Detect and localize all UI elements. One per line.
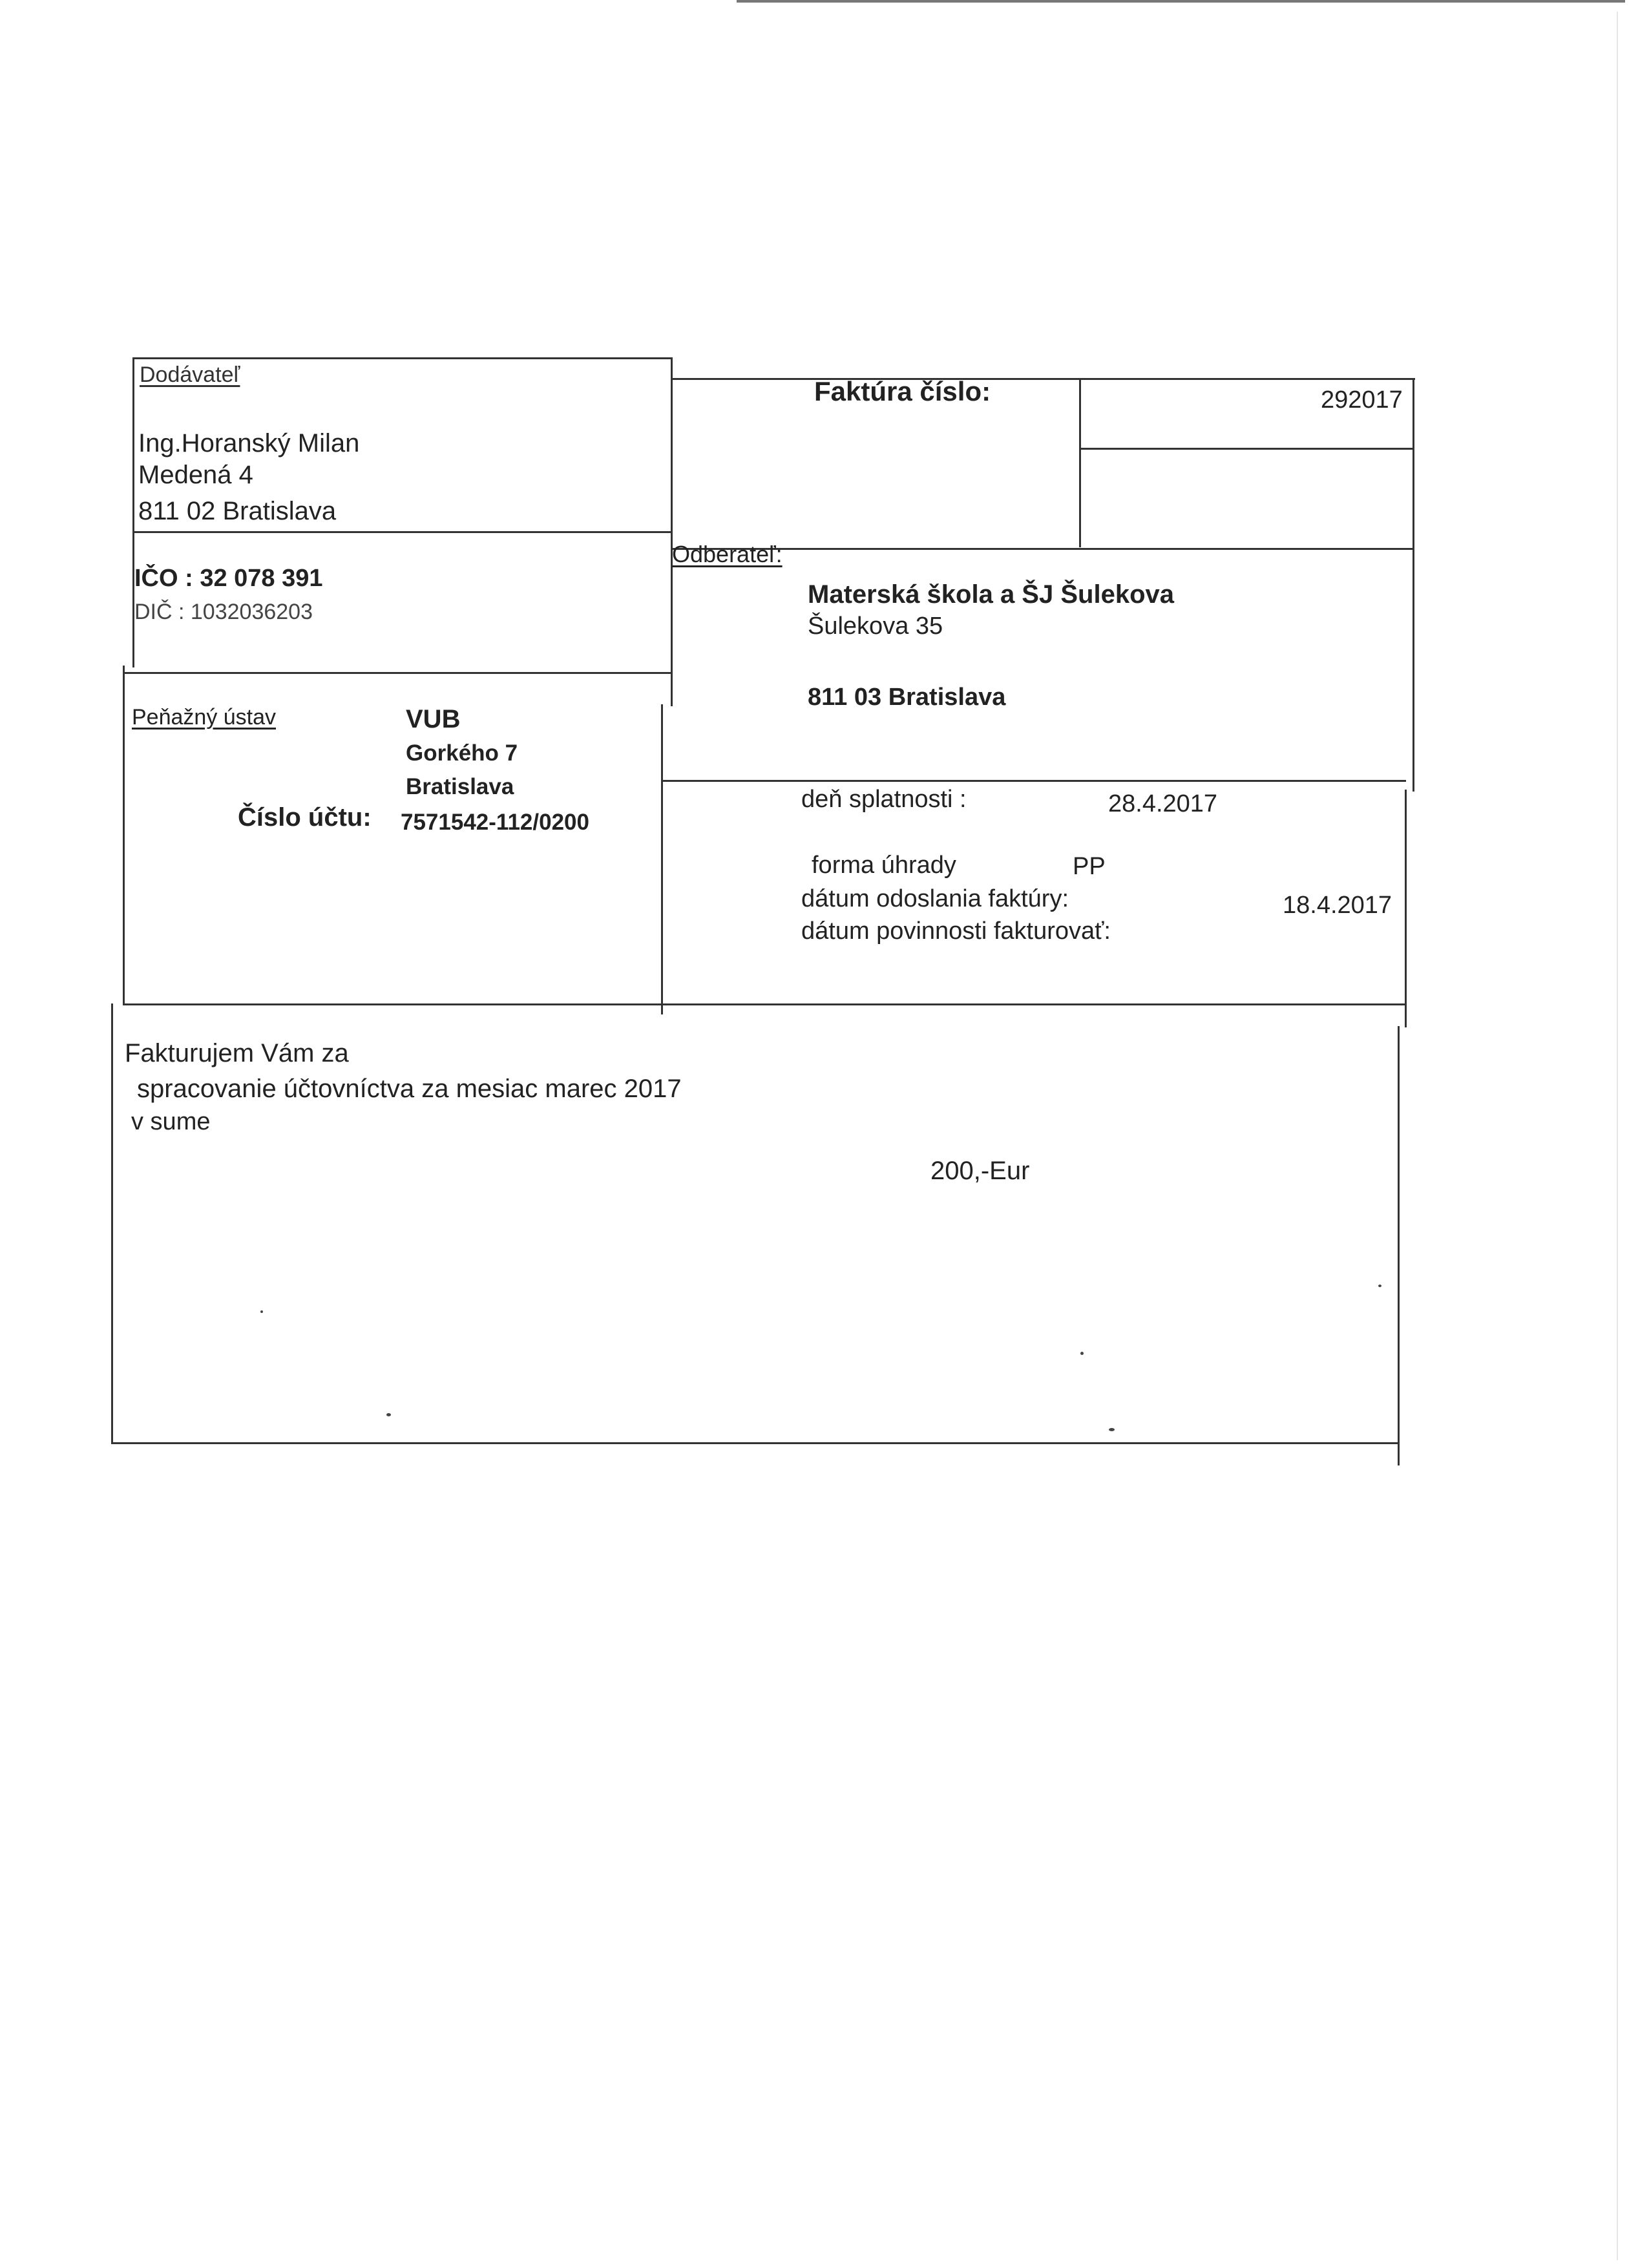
scan-speck — [1378, 1285, 1381, 1287]
bank-account-number: 7571542-112/0200 — [401, 810, 589, 835]
frame-bottom — [111, 1442, 1400, 1444]
supplier-name: Ing.Horanský Milan — [138, 429, 360, 457]
due-date: 28.4.2017 — [1108, 790, 1218, 817]
bank-city: Bratislava — [406, 774, 514, 799]
divider-invoice-number — [1079, 378, 1081, 547]
body-line-1: Fakturujem Vám za — [125, 1039, 349, 1067]
payment-form-label: forma úhrady — [812, 852, 956, 879]
divider-supplier-address — [132, 531, 672, 533]
frame-left-lower — [123, 666, 125, 1003]
bank-street: Gorkého 7 — [406, 740, 518, 766]
tax-point-date-label: dátum povinnosti fakturovať: — [801, 918, 1111, 945]
customer-heading: Odberateľ: — [672, 541, 782, 567]
customer-street: Šulekova 35 — [808, 613, 943, 640]
payment-form: PP — [1073, 853, 1106, 880]
divider-customer-top — [672, 548, 1414, 550]
divider-invoice-number-row — [1079, 448, 1414, 450]
divider-supplier-bank — [123, 672, 672, 674]
invoice-number: 292017 — [1321, 386, 1403, 414]
frame-right-upper — [1413, 378, 1414, 792]
due-date-label: deň splatnosti : — [801, 786, 967, 813]
frame-right-middle — [1405, 790, 1407, 1027]
supplier-heading: Dodávateľ — [140, 362, 240, 387]
frame-right-lower — [1398, 1026, 1400, 1465]
scan-speck — [386, 1413, 391, 1416]
body-line-3: v sume — [131, 1108, 211, 1135]
supplier-city: 811 02 Bratislava — [138, 497, 337, 525]
bank-name: VUB — [406, 705, 461, 733]
invoice-amount: 200,-Eur — [930, 1157, 1030, 1185]
supplier-street: Medená 4 — [138, 461, 253, 489]
body-line-2: spracovanie účtovníctva za mesiac marec 2017 — [137, 1075, 682, 1103]
customer-name: Materská škola a ŠJ Šulekova — [808, 580, 1174, 609]
sent-date-label: dátum odoslania faktúry: — [801, 885, 1069, 912]
divider-center-lower — [661, 704, 663, 1014]
scan-speck — [1109, 1428, 1115, 1431]
scan-edge-top — [737, 0, 1625, 3]
divider-body-top — [123, 1003, 1405, 1005]
frame-top-left — [134, 357, 672, 359]
supplier-dic: DIČ : 1032036203 — [134, 600, 313, 624]
divider-customer-terms — [663, 780, 1406, 782]
customer-city: 811 03 Bratislava — [808, 684, 1006, 711]
supplier-ico: IČO : 32 078 391 — [134, 565, 323, 592]
invoice-number-label: Faktúra číslo: — [814, 376, 991, 406]
frame-top-right — [672, 378, 1415, 380]
scan-edge-right — [1617, 12, 1618, 2260]
scan-speck — [1080, 1352, 1084, 1355]
sent-date: 18.4.2017 — [1283, 892, 1392, 919]
bank-heading: Peňažný ústav — [132, 705, 277, 730]
scan-speck — [260, 1310, 263, 1313]
frame-left-bottom — [111, 1003, 113, 1444]
bank-account-label: Číslo účtu: — [238, 803, 372, 832]
